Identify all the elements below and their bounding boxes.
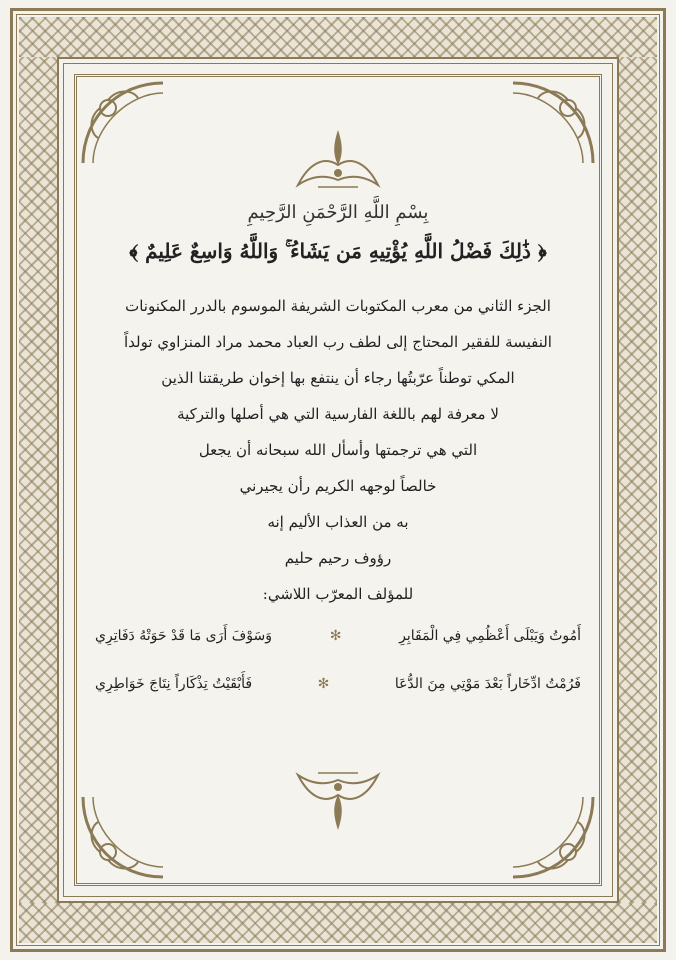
corner-flourish-icon [508, 78, 598, 168]
body-line: لا معرفة لهم باللغة الفارسية التي هي أصلها والتركية [177, 405, 499, 423]
poem-hemistich-right: فَرُمْتُ ادِّخَاراً بَعْدَ مَوْتِي مِنَ الدُّعَا [394, 676, 581, 692]
ornamental-band-bottom [19, 903, 657, 943]
body-line: التي هي ترجمتها وأسأل الله سبحانه أن يجعل [198, 441, 478, 459]
text-block [95, 200, 581, 708]
poem-separator-icon: ✻ [329, 628, 342, 644]
poem-hemistich-left: فَأَبْقَيْتُ تِذْكَاراً نِتَاجَ خَوَاطِرِي [95, 676, 253, 692]
body-line: المكي توطناً عرّبتُها رجاء أن ينتفع بها إخوان طريقتنا الذين [161, 369, 515, 387]
body-line: رؤوف رحيم حليم [284, 549, 392, 567]
top-ornament-icon [288, 125, 388, 195]
ornamental-band-right [619, 57, 657, 903]
ornamental-band-left [19, 57, 57, 903]
quran-verse: ﴿ ذَٰلِكَ فَضْلُ اللَّهِ يُؤْتِيهِ مَن يَشَاءُ ۚ وَاللَّهُ وَاسِعٌ عَلِيمٌ ﴾ [129, 239, 547, 263]
bottom-ornament-icon [288, 765, 388, 835]
poem-hemistich-right: أَمُوتُ وَيَبْلَى أَعْظُمِي فِي الْمَقَابِرِ [399, 628, 581, 644]
corner-flourish-icon [508, 792, 598, 882]
poem-hemistich-left: وَسَوْفَ أَرَى مَا قَدْ حَوَتْهُ دَفَاتِرِي [95, 628, 272, 644]
poem-verse [95, 660, 581, 708]
ornamental-band-top [19, 17, 657, 57]
body-line: خالصاً لوجهه الكريم رأن يجيرني [239, 477, 437, 495]
body-line: به من العذاب الأليم إنه [267, 513, 409, 531]
poem-separator-icon: ✻ [317, 676, 330, 692]
corner-flourish-icon [78, 792, 168, 882]
body-line: النفيسة للفقير المحتاج إلى لطف رب العباد محمد مراد المنزاوي تولداً [124, 333, 552, 351]
basmala: بِسْمِ اللَّهِ الرَّحْمَنِ الرَّحِيمِ [247, 202, 429, 223]
body-line: الجزء الثاني من معرب المكتوبات الشريفة الموسوم بالدرر المكنونات [125, 297, 551, 315]
poem-heading: للمؤلف المعرّب اللاشي: [262, 585, 414, 603]
poem-verse [95, 612, 581, 660]
corner-flourish-icon [78, 78, 168, 168]
